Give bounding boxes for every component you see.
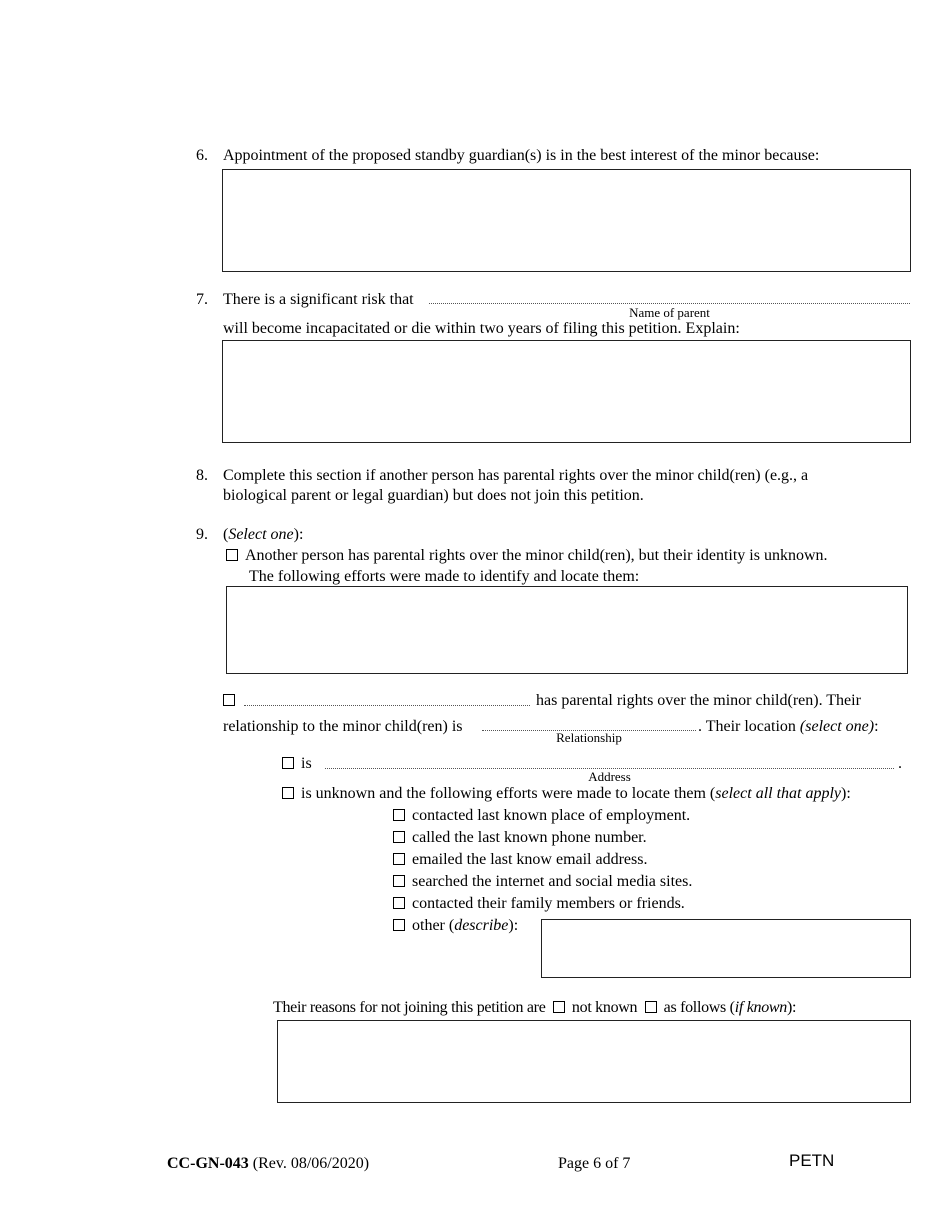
item-7-text-before: There is a significant risk that xyxy=(223,291,414,308)
location-label: . Their location (select one): xyxy=(698,718,879,735)
effort-email-checkbox[interactable] xyxy=(393,853,405,865)
effort-employment-label: contacted last known place of employment. xyxy=(412,807,691,824)
location-unknown-text: is unknown and the following efforts were made to locate them (select all that apply): xyxy=(301,785,851,802)
effort-employment-option[interactable] xyxy=(393,807,690,825)
form-id: CC-GN-043 xyxy=(167,1155,249,1172)
reasons-textbox[interactable] xyxy=(277,1020,911,1103)
relationship-caption: Relationship xyxy=(556,730,622,745)
identity-unknown-option[interactable] xyxy=(226,547,828,565)
item-6-number: 6. xyxy=(196,147,208,164)
reasons-label: Their reasons for not joining this petition are xyxy=(273,999,546,1016)
address-caption: Address xyxy=(588,769,631,784)
effort-phone-label: called the last known phone number. xyxy=(412,829,647,846)
item-9-header: (Select one): xyxy=(223,526,304,543)
page-number: Page 6 of 7 xyxy=(558,1155,631,1172)
effort-internet-label: searched the internet and social media sites. xyxy=(412,873,693,890)
identity-unknown-checkbox[interactable] xyxy=(226,549,238,561)
effort-email-option[interactable] xyxy=(393,851,647,869)
identity-unknown-text: Another person has parental rights over the minor child(ren), but their identity is unknown. xyxy=(245,547,828,564)
known-person-checkbox[interactable] xyxy=(223,694,235,706)
effort-phone-option[interactable] xyxy=(393,829,647,847)
item-8-number: 8. xyxy=(196,467,208,484)
address-period: . xyxy=(898,755,902,772)
item-6-text: Appointment of the proposed standby guardian(s) is in the best interest of the minor because: xyxy=(223,147,820,164)
form-revision: (Rev. 08/06/2020) xyxy=(252,1155,370,1172)
location-known-option[interactable] xyxy=(282,755,312,773)
location-is-label: is xyxy=(301,755,312,772)
item-8-line1: Complete this section if another person has parental rights over the minor child(ren) (e.g., a xyxy=(223,467,809,484)
effort-employment-checkbox[interactable] xyxy=(393,809,405,821)
best-interest-textbox[interactable] xyxy=(222,169,911,272)
effort-internet-checkbox[interactable] xyxy=(393,875,405,887)
effort-phone-checkbox[interactable] xyxy=(393,831,405,843)
item-8-line2: biological parent or legal guardian) but does not join this petition. xyxy=(223,487,644,504)
effort-other-label: other (describe): xyxy=(412,917,519,934)
effort-other-option[interactable] xyxy=(393,917,518,935)
form-id-line xyxy=(167,1155,369,1173)
effort-family-option[interactable] xyxy=(393,895,685,913)
effort-family-checkbox[interactable] xyxy=(393,897,405,909)
item-9-number: 9. xyxy=(196,526,208,543)
as-follows-label: as follows (if known): xyxy=(663,999,797,1016)
location-known-checkbox[interactable] xyxy=(282,757,294,769)
effort-other-checkbox[interactable] xyxy=(393,919,405,931)
effort-family-label: contacted their family members or friends. xyxy=(412,895,685,912)
identity-unknown-line2: The following efforts were made to identify and locate them: xyxy=(249,568,640,585)
location-unknown-option[interactable] xyxy=(282,785,851,803)
other-describe-textbox[interactable] xyxy=(541,919,911,978)
item-7-number: 7. xyxy=(196,291,208,308)
reasons-line xyxy=(273,999,796,1017)
effort-email-label: emailed the last know email address. xyxy=(412,851,648,868)
known-person-option[interactable] xyxy=(223,692,242,710)
as-follows-checkbox[interactable] xyxy=(645,1001,657,1013)
parent-name-field[interactable] xyxy=(429,303,910,304)
location-unknown-checkbox[interactable] xyxy=(282,787,294,799)
identify-efforts-textbox[interactable] xyxy=(226,586,908,674)
not-known-label: not known xyxy=(571,999,638,1016)
parent-name-caption: Name of parent xyxy=(629,305,710,320)
relationship-label: relationship to the minor child(ren) is xyxy=(223,718,463,735)
form-code: PETN xyxy=(789,1151,835,1170)
item-7-text-after: will become incapacitated or die within two years of filing this petition. Explain: xyxy=(223,320,740,337)
not-known-checkbox[interactable] xyxy=(553,1001,565,1013)
known-person-name-field[interactable] xyxy=(244,705,530,706)
effort-internet-option[interactable] xyxy=(393,873,692,891)
known-person-text: has parental rights over the minor child(ren). Their xyxy=(536,692,861,709)
risk-explain-textbox[interactable] xyxy=(222,340,911,443)
